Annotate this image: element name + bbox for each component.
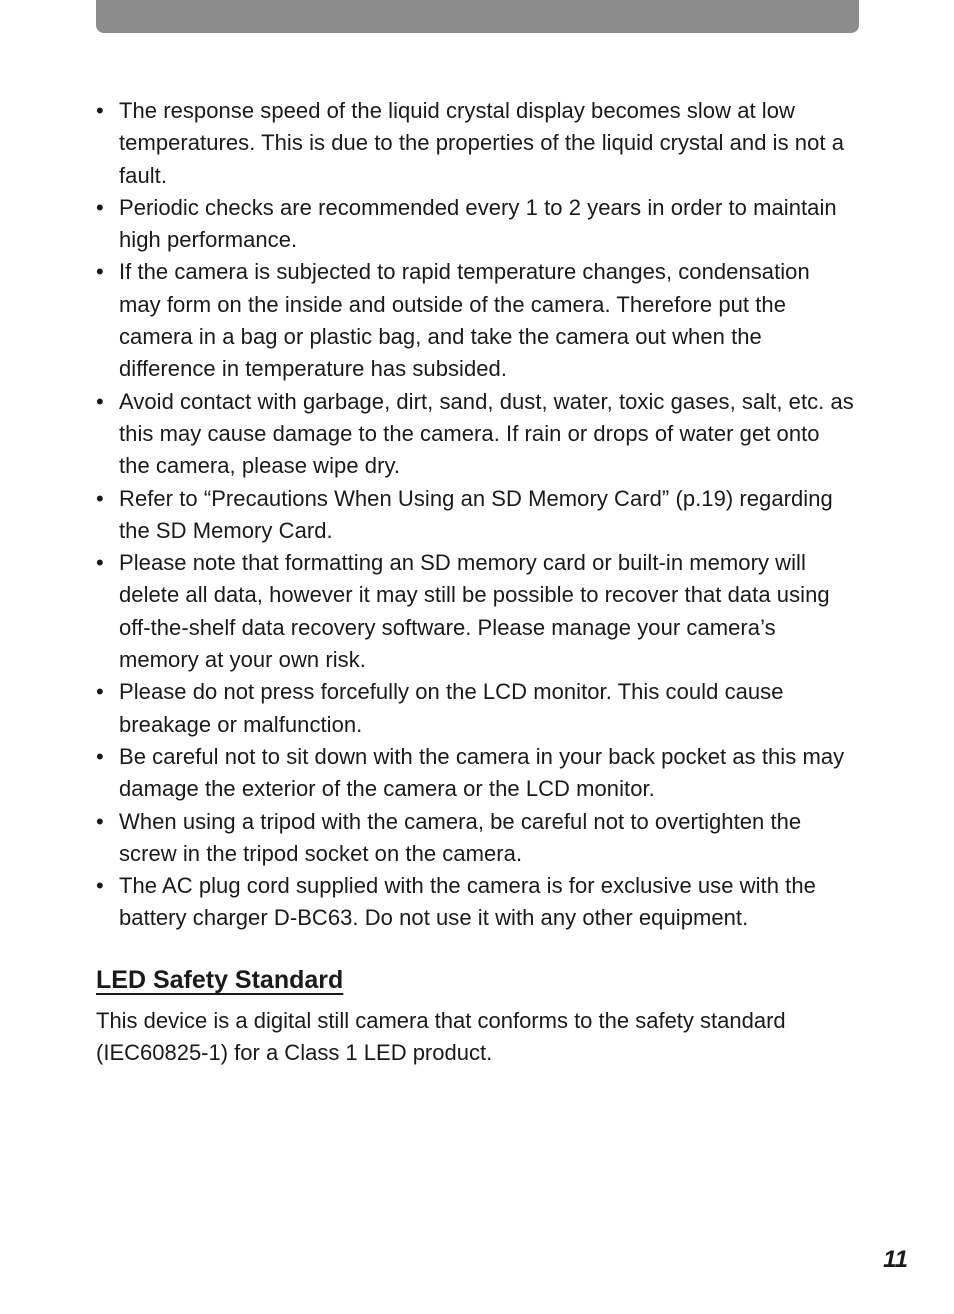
bullet-icon: • — [96, 808, 104, 834]
list-item-text: The AC plug cord supplied with the camera is for exclusive use with the battery charger D-BC63. Do not use it with any other equipment. — [119, 873, 816, 931]
list-item-text: When using a tripod with the camera, be careful not to overtighten the screw in the tripod socket on the camera. — [119, 808, 802, 866]
list-item — [96, 386, 856, 483]
list-item — [96, 256, 856, 385]
list-item-text: Please do not press forcefully on the LCD monitor. This could cause breakage or malfunction. — [119, 679, 784, 737]
list-item-text: If the camera is subjected to rapid temperature changes, condensation may form on the inside and outside of the camera. Therefore put the camera in a bag or plastic bag, and take the camera out when the difference in temperature has subsided. — [119, 259, 810, 382]
section-heading: LED Safety Standard — [96, 966, 344, 994]
bullet-icon: • — [96, 194, 104, 220]
list-item — [96, 547, 856, 676]
list-item — [96, 192, 856, 257]
header-bar — [96, 0, 859, 33]
bullet-icon: • — [96, 550, 104, 576]
list-item-text: The response speed of the liquid crystal display becomes slow at low temperatures. This is due to the properties of the liquid crystal and is not a fault. — [119, 98, 844, 188]
list-item — [96, 806, 856, 871]
bullet-icon: • — [96, 743, 104, 769]
list-item — [96, 741, 856, 806]
bullet-icon: • — [96, 679, 104, 705]
precautions-list — [96, 95, 856, 935]
list-item — [96, 483, 856, 548]
list-item-text: Avoid contact with garbage, dirt, sand, dust, water, toxic gases, salt, etc. as this may cause damage to the camera. If rain or drops of water get onto the camera, please wipe dry. — [119, 388, 854, 479]
list-item — [96, 676, 856, 741]
bullet-icon: • — [96, 259, 104, 285]
list-item — [96, 870, 856, 935]
section-body: This device is a digital still camera that conforms to the safety standard (IEC60825-1) for a Class 1 LED product. — [96, 1008, 786, 1066]
bullet-icon: • — [96, 873, 104, 899]
page-number: 11 — [883, 1246, 908, 1273]
bullet-icon: • — [96, 98, 104, 123]
list-item — [96, 95, 856, 192]
bullet-icon: • — [96, 485, 104, 511]
list-item-text: Be careful not to sit down with the camera in your back pocket as this may damage the exterior of the camera or the LCD monitor. — [119, 743, 845, 802]
list-item-text: Refer to “Precautions When Using an SD Memory Card” (p.19) regarding the SD Memory Card. — [119, 485, 833, 543]
bullet-icon: • — [96, 388, 104, 414]
list-item-text: Periodic checks are recommended every 1 to 2 years in order to maintain high performance. — [119, 194, 837, 253]
list-item-text: Please note that formatting an SD memory card or built-in memory will delete all data, however it may still be possible to recover that data using off-the-shelf data recovery software. Please manage your camera’s memory at your own risk. — [119, 550, 830, 673]
